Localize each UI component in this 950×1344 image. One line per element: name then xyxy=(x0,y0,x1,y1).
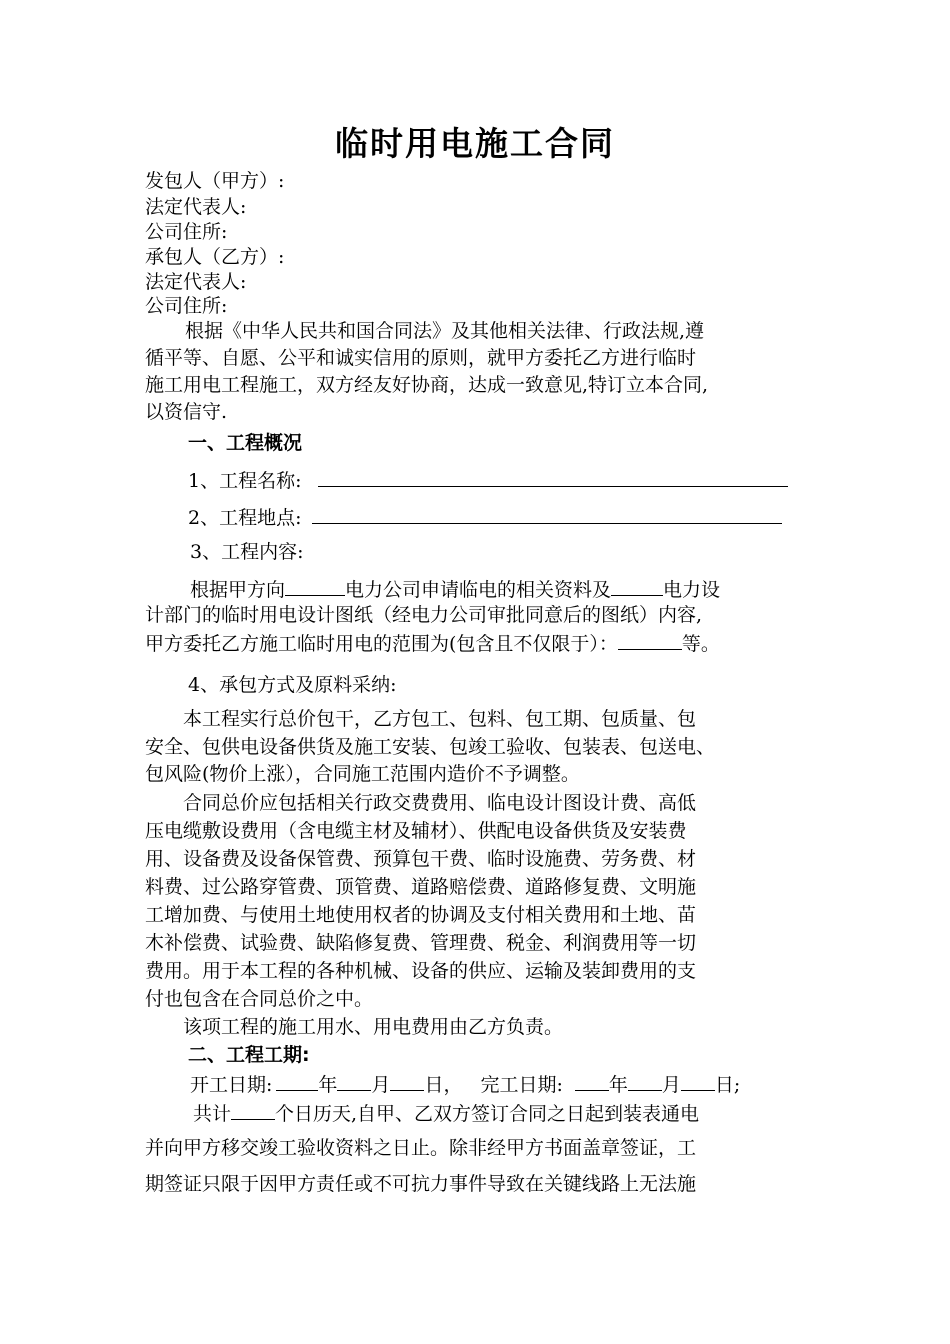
total-price-line: 料费、过公路穿管费、顶管费、道路赔偿费、道路修复费、文明施 xyxy=(145,876,697,898)
duration-line: 并向甲方移交竣工验收资料之日止。除非经甲方书面盖章签证，工 xyxy=(145,1137,697,1159)
contract-mode-label: 4、承包方式及原料采纳: xyxy=(188,674,397,696)
preamble-line: 施工用电工程施工，双方经友好协商，达成一致意见,特订立本合同, xyxy=(145,374,709,396)
end-date-label: 完工日期: xyxy=(480,1074,563,1096)
party-b-legal-rep-label: 法定代表人: xyxy=(145,271,247,293)
preamble-line: 循平等、自愿、公平和诚实信用的原则，就甲方委托乙方进行临时 xyxy=(145,347,697,369)
content-text: 甲方委托乙方施工临时用电的范围为(包含且不仅限于）： xyxy=(145,633,618,655)
party-a-legal-rep-label: 法定代表人: xyxy=(145,196,247,218)
duration-line: 期签证只限于因甲方责任或不可抗力事件导致在关键线路上无法施 xyxy=(145,1173,697,1195)
project-name-row xyxy=(188,466,788,494)
water-power-line: 该项工程的施工用水、用电费用由乙方负责。 xyxy=(183,1016,564,1038)
year-unit: 年 xyxy=(608,1074,628,1096)
day-unit: 日， xyxy=(424,1074,463,1096)
contract-mode-line: 本工程实行总价包干，乙方包工、包料、包工期、包质量、包 xyxy=(183,708,697,730)
preamble-line: 以资信守. xyxy=(145,401,228,423)
duration-days-blank[interactable] xyxy=(231,1099,275,1120)
day-unit: 日; xyxy=(714,1074,741,1096)
start-month-blank[interactable] xyxy=(337,1070,371,1091)
content-paragraph-line: 计部门的临时用电设计图纸（经电力公司审批同意后的图纸）内容, xyxy=(145,604,703,626)
total-price-line: 木补偿费、试验费、缺陷修复费、管理费、税金、利润费用等一切 xyxy=(145,932,697,954)
contract-mode-line: 包风险(物价上涨），合同施工范围内造价不予调整。 xyxy=(145,763,580,785)
section-heading-schedule: 二、工程工期: xyxy=(188,1044,310,1066)
duration-text: 共计 xyxy=(193,1103,232,1125)
end-month-blank[interactable] xyxy=(628,1070,662,1091)
project-location-label: 2、工程地点: xyxy=(188,507,302,529)
party-a-address-label: 公司住所: xyxy=(145,221,228,243)
start-day-blank[interactable] xyxy=(390,1070,424,1091)
section-heading-overview: 一、工程概况 xyxy=(188,432,303,454)
end-day-blank[interactable] xyxy=(681,1070,715,1091)
duration-text: 个日历天,自甲、乙双方签订合同之日起到装表通电 xyxy=(275,1103,700,1125)
content-text: 电力公司申请临电的相关资料及 xyxy=(345,579,612,601)
content-text: 电力设 xyxy=(663,579,721,601)
year-unit: 年 xyxy=(318,1074,338,1096)
total-price-line: 工增加费、与使用土地使用权者的协调及支付相关费用和土地、苗 xyxy=(145,904,697,926)
month-unit: 月 xyxy=(371,1074,391,1096)
contract-mode-line: 安全、包供电设备供货及施工安装、包竣工验收、包装表、包送电、 xyxy=(145,736,716,758)
end-year-blank[interactable] xyxy=(575,1070,609,1091)
project-location-row xyxy=(188,503,782,531)
start-date-label: 开工日期: xyxy=(190,1074,273,1096)
party-b-address-label: 公司住所: xyxy=(145,295,228,317)
power-company-blank[interactable] xyxy=(285,575,345,596)
project-name-blank[interactable] xyxy=(318,466,788,487)
start-year-blank[interactable] xyxy=(276,1070,318,1091)
schedule-dates-row xyxy=(190,1070,740,1098)
scope-blank[interactable] xyxy=(618,629,682,650)
content-paragraph-line xyxy=(145,629,720,657)
total-price-line: 用、设备费及设备保管费、预算包干费、临时设施费、劳务费、材 xyxy=(145,848,697,870)
duration-row xyxy=(193,1099,699,1127)
total-price-line: 付也包含在合同总价之中。 xyxy=(145,988,374,1010)
project-location-blank[interactable] xyxy=(312,503,782,524)
total-price-line: 压电缆敷设费用（含电缆主材及辅材）、供配电设备供货及安装费 xyxy=(145,820,687,842)
month-unit: 月 xyxy=(661,1074,681,1096)
design-power-company-blank[interactable] xyxy=(611,575,663,596)
preamble-line: 根据《中华人民共和国合同法》及其他相关法律、行政法规,遵 xyxy=(185,320,705,342)
project-content-label: 3、工程内容: xyxy=(190,541,304,563)
total-price-line: 合同总价应包括相关行政交费费用、临电设计图设计费、高低 xyxy=(183,792,697,814)
total-price-line: 费用。用于本工程的各种机械、设备的供应、运输及装卸费用的支 xyxy=(145,960,697,982)
content-paragraph-line xyxy=(190,575,720,603)
content-text: 根据甲方向 xyxy=(190,579,286,601)
party-a-label: 发包人（甲方）: xyxy=(145,170,285,192)
contract-title: 临时用电施工合同 xyxy=(335,124,615,163)
party-b-label: 承包人（乙方）: xyxy=(145,246,285,268)
content-text: 等。 xyxy=(681,633,720,655)
project-name-label: 1、工程名称: xyxy=(188,470,302,492)
